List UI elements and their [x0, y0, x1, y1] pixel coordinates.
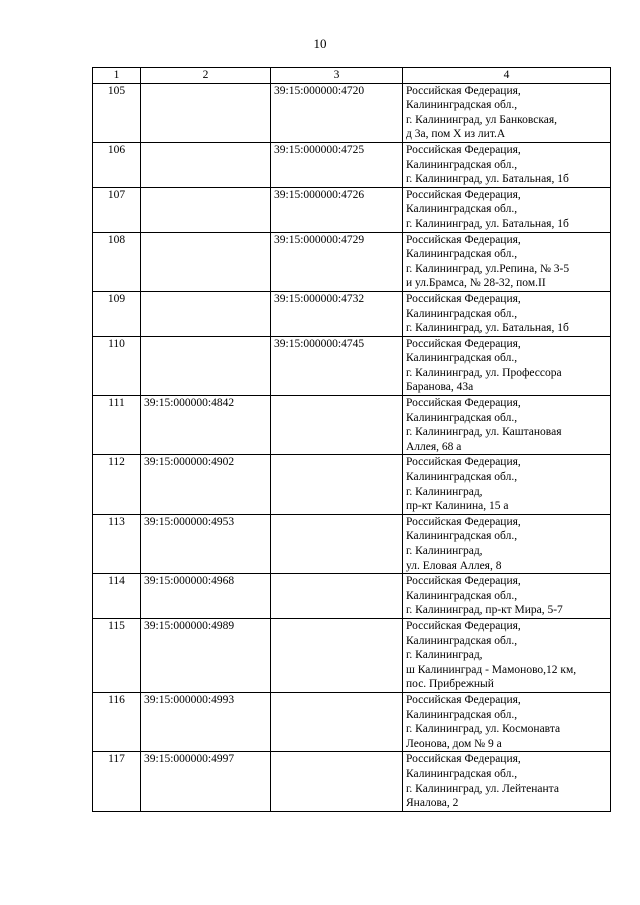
- address-cell: [403, 692, 611, 751]
- cadastral-number-alt-cell: [271, 752, 403, 811]
- address-line: Калининградская обл.,: [406, 352, 518, 365]
- address-line: Российская Федерация,: [406, 233, 521, 246]
- cadastral-number-alt-cell: [271, 396, 403, 455]
- row-number-cell: 107: [93, 187, 141, 232]
- header-cell-4: 4: [403, 68, 611, 84]
- address-line: Калининградская обл.,: [406, 530, 518, 543]
- address-line: Российская Федерация,: [406, 753, 521, 766]
- row-number-cell: 106: [93, 142, 141, 187]
- address-cell: [403, 291, 611, 336]
- address-line: г. Калининград,: [406, 545, 483, 557]
- address-line: Калининградская обл.,: [406, 471, 518, 484]
- address-line: г. Калининград, ул. Космонавта: [406, 723, 561, 736]
- row-number-cell: 105: [93, 83, 141, 142]
- address-line: Баранова, 43а: [406, 381, 474, 394]
- cadastral-number-cell: [141, 232, 271, 291]
- header-cell-2: 2: [141, 68, 271, 84]
- address-line: Аллея, 68 а: [406, 440, 462, 453]
- address-line: Российская Федерация,: [406, 456, 521, 469]
- address-cell: [403, 232, 611, 291]
- cadastral-number-alt-cell: 39:15:000000:4729: [271, 232, 403, 291]
- cadastral-number-alt-cell: 39:15:000000:4725: [271, 142, 403, 187]
- address-line: г. Калининград, ул. Профессора: [406, 366, 562, 379]
- address-cell: [403, 752, 611, 811]
- address-line: Калининградская обл.,: [406, 203, 518, 216]
- row-number-cell: 114: [93, 574, 141, 619]
- address-line: Калининградская обл.,: [406, 411, 518, 424]
- page-number: 10: [313, 36, 327, 51]
- table-row: [93, 83, 611, 142]
- cadastral-number-alt-cell: [271, 574, 403, 619]
- row-number-cell: 110: [93, 336, 141, 395]
- address-line: г. Калининград, ул.Репина, № 3-5: [406, 262, 570, 275]
- header-cell-3: 3: [271, 68, 403, 84]
- address-cell: [403, 336, 611, 395]
- cadastral-number-cell: [141, 187, 271, 232]
- cadastral-number-cell: 39:15:000000:4968: [141, 574, 271, 619]
- address-line: Российская Федерация,: [406, 575, 521, 588]
- address-line: Российская Федерация,: [406, 619, 521, 632]
- row-number-cell: 113: [93, 514, 141, 573]
- cadastral-number-alt-cell: 39:15:000000:4745: [271, 336, 403, 395]
- address-line: Калининградская обл.,: [406, 158, 518, 171]
- address-line: Леонова, дом № 9 а: [406, 737, 502, 750]
- address-line: г. Калининград, пр-кт Мира, 5-7: [406, 604, 563, 617]
- address-line: Калининградская обл.,: [406, 248, 518, 261]
- table-row: [93, 692, 611, 751]
- table-row: [93, 396, 611, 455]
- cadastral-number-cell: [141, 336, 271, 395]
- address-line: ул. Еловая Аллея, 8: [406, 559, 502, 572]
- address-line: Калининградская обл.,: [406, 767, 518, 780]
- address-cell: [403, 83, 611, 142]
- address-line: Российская Федерация,: [406, 84, 521, 97]
- cadastral-number-cell: 39:15:000000:4902: [141, 455, 271, 514]
- cadastral-number-alt-cell: 39:15:000000:4726: [271, 187, 403, 232]
- address-line: и ул.Брамса, № 28-32, пом.II: [406, 277, 546, 290]
- address-cell: [403, 618, 611, 692]
- address-cell: [403, 396, 611, 455]
- address-cell: [403, 142, 611, 187]
- row-number-cell: 108: [93, 232, 141, 291]
- address-line: ш Калининград - Мамоново,12 км,: [406, 663, 577, 676]
- address-line: г. Калининград,: [406, 485, 483, 498]
- address-cell: [403, 187, 611, 232]
- address-line: пр-кт Калинина, 15 а: [406, 500, 509, 513]
- cadastral-number-cell: [141, 83, 271, 142]
- row-number-cell: 117: [93, 752, 141, 811]
- address-line: Российская Федерация,: [406, 188, 521, 201]
- table-row: [93, 291, 611, 336]
- address-line: Российская Федерация,: [406, 693, 521, 706]
- address-line: Калининградская обл.,: [406, 307, 518, 320]
- address-line: г. Калининград, ул. Батальная, 1б: [406, 217, 569, 230]
- address-line: г. Калининград, ул. Лейтенанта: [406, 782, 559, 795]
- cadastral-number-alt-cell: [271, 455, 403, 514]
- cadastral-number-alt-cell: [271, 618, 403, 692]
- row-number-cell: 116: [93, 692, 141, 751]
- table-row: [93, 455, 611, 514]
- address-line: Калининградская обл.,: [406, 708, 518, 721]
- address-line: г. Калининград,: [406, 649, 483, 662]
- address-line: Российская Федерация,: [406, 143, 521, 156]
- cadastral-number-cell: 39:15:000000:4997: [141, 752, 271, 811]
- table-row: [93, 232, 611, 291]
- cadastral-number-alt-cell: [271, 692, 403, 751]
- address-line: пос. Прибрежный: [406, 678, 494, 691]
- row-number-cell: 115: [93, 618, 141, 692]
- table-header-row: [93, 68, 611, 84]
- table-body: [93, 68, 611, 812]
- cadastral-number-cell: [141, 142, 271, 187]
- table-row: [93, 142, 611, 187]
- header-cell-1: 1: [93, 68, 141, 84]
- address-line: г. Калининград, ул Банковская,: [406, 113, 558, 126]
- cadastral-number-cell: 39:15:000000:4989: [141, 618, 271, 692]
- table-row: [93, 618, 611, 692]
- cadastral-number-cell: 39:15:000000:4953: [141, 514, 271, 573]
- address-line: г. Калининград, ул. Батальная, 1б: [406, 173, 569, 186]
- table-row: [93, 187, 611, 232]
- address-line: Российская Федерация,: [406, 292, 521, 305]
- address-line: г. Калининград, ул. Батальная, 1б: [406, 322, 569, 335]
- row-number-cell: 111: [93, 396, 141, 455]
- cadastral-number-alt-cell: [271, 514, 403, 573]
- address-line: Калининградская обл.,: [406, 634, 518, 647]
- cadastral-number-alt-cell: 39:15:000000:4720: [271, 83, 403, 142]
- address-line: г. Калининград, ул. Каштановая: [406, 426, 562, 439]
- address-line: Яналова, 2: [406, 797, 459, 810]
- cadastral-number-cell: [141, 291, 271, 336]
- address-line: Калининградская обл.,: [406, 589, 518, 602]
- cadastral-number-alt-cell: 39:15:000000:4732: [271, 291, 403, 336]
- address-line: Калининградская обл.,: [406, 99, 518, 112]
- table-row: [93, 336, 611, 395]
- registry-table: [92, 67, 611, 812]
- address-cell: [403, 514, 611, 573]
- address-line: Российская Федерация,: [406, 397, 521, 410]
- address-cell: [403, 574, 611, 619]
- table-row: [93, 752, 611, 811]
- row-number-cell: 112: [93, 455, 141, 514]
- cadastral-number-cell: 39:15:000000:4842: [141, 396, 271, 455]
- address-line: Российская Федерация,: [406, 515, 521, 528]
- table-row: [93, 514, 611, 573]
- address-cell: [403, 455, 611, 514]
- table-row: [93, 574, 611, 619]
- address-line: д 3а, пом X из лит.А: [406, 128, 506, 141]
- cadastral-number-cell: 39:15:000000:4993: [141, 692, 271, 751]
- address-line: Российская Федерация,: [406, 337, 521, 350]
- row-number-cell: 109: [93, 291, 141, 336]
